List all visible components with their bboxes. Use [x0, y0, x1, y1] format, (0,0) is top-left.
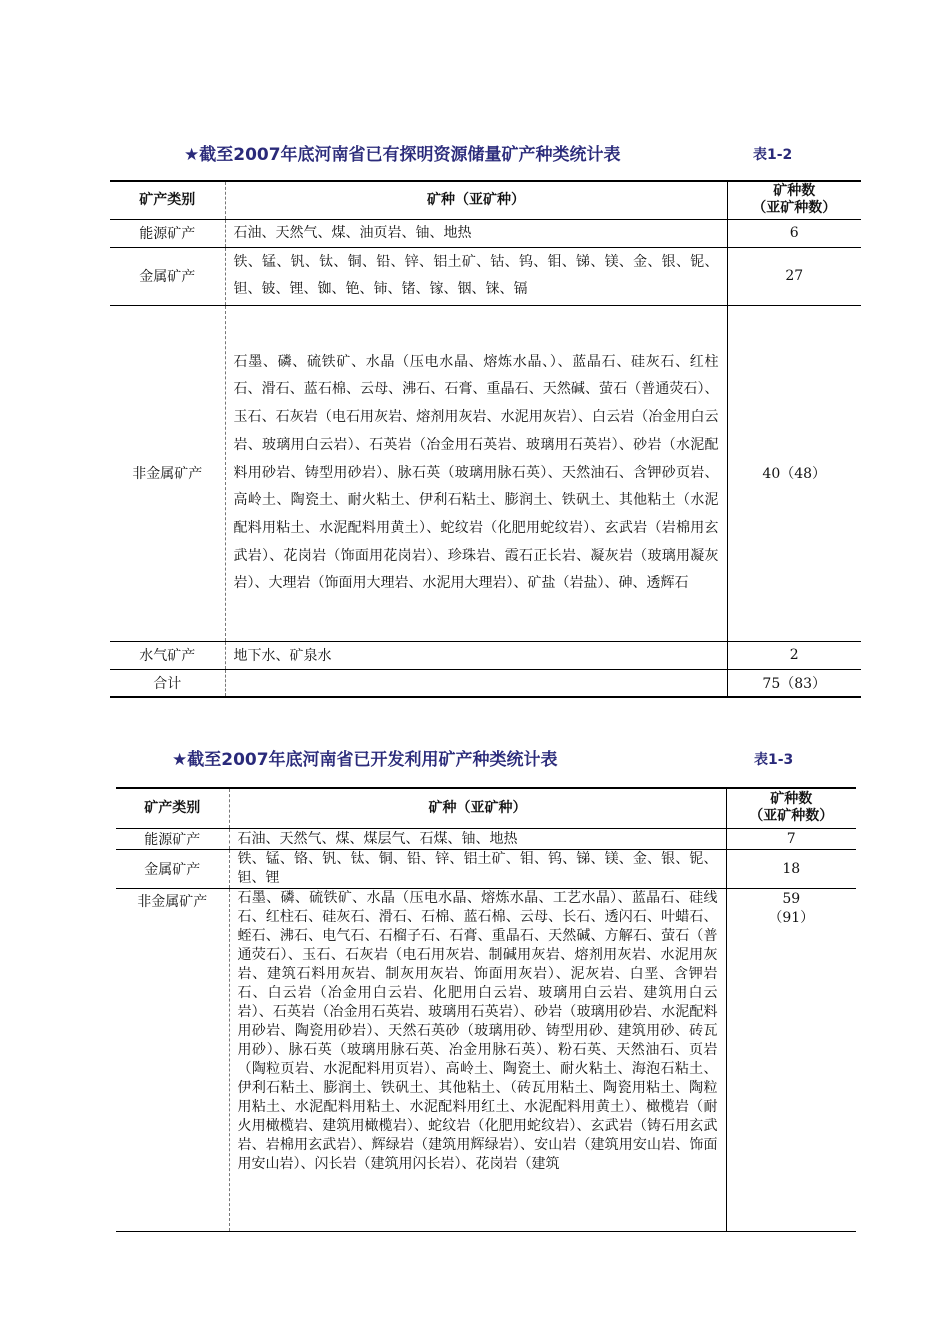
row-minerals: 石墨、磷、硫铁矿、水晶（压电水晶、熔炼水晶、）、蓝晶石、硅灰石、红柱石、滑石、蓝石棉、云母、沸石、石膏、重晶石、天然碱、萤石（普通荧石）、玉石、石灰岩（电石用灰岩、熔剂用灰岩、水泥用灰岩）、白云岩（冶金用白云岩、玻璃用白云岩）、石英岩（冶金用石英岩、玻璃用石英岩）、砂岩（水泥配料用砂岩、铸型用砂岩）、脉石英（玻璃用脉石英）、天然油石、含钾砂页岩、高岭土、陶瓷土、耐火粘土、伊利石粘土、膨润土、铁矾土、其他粘土（水泥配料用粘土、水泥配料用黄土）、蛇纹岩（化肥用蛇纹岩）、玄武岩（岩棉用玄武岩）、花岗岩（饰面用花岗岩）、珍珠岩、霞石正长岩、凝灰岩（玻璃用凝灰岩）、大理岩（饰面用大理岩、水泥用大理岩）、矿盐（岩盐）、砷、透辉石 — [225, 305, 727, 641]
table-row — [110, 247, 861, 305]
row-count: 2 — [727, 641, 861, 669]
table-row — [116, 888, 856, 1231]
header-minerals: 矿种（亚矿种） — [225, 181, 727, 219]
row-category: 非金属矿产 — [116, 888, 229, 1231]
row-category: 金属矿产 — [110, 247, 225, 305]
row-minerals: 石油、天然气、煤、煤层气、石煤、铀、地热 — [229, 828, 726, 849]
row-minerals: 铁、锰、钒、钛、铜、铅、锌、铝土矿、钴、钨、钼、锑、镁、金、银、铌、钽、铍、锂、铷、铯、铈、锗、镓、铟、铼、镉 — [225, 247, 727, 305]
header-category: 矿产类别 — [110, 181, 225, 219]
header-minerals: 矿种（亚矿种） — [229, 788, 726, 828]
table1-header-row — [110, 181, 861, 219]
table1-tag: 表1-2 — [753, 147, 793, 163]
table-row — [110, 219, 861, 247]
row-minerals: 铁、锰、铬、钒、钛、铜、铅、锌、铝土矿、钼、钨、锑、镁、金、银、铌、钽、锂 — [229, 849, 726, 888]
row-count-line2: （91） — [768, 909, 815, 926]
table1 — [110, 180, 861, 698]
header-count-line1: 矿种数 — [770, 791, 813, 808]
row-minerals: 地下水、矿泉水 — [225, 641, 727, 669]
table2-tag: 表1-3 — [754, 752, 794, 768]
table2-title-row — [110, 747, 860, 773]
row-category: 能源矿产 — [110, 219, 225, 247]
row-count: 6 — [727, 219, 861, 247]
row-category: 能源矿产 — [116, 828, 229, 849]
row-count-line1: 59 — [782, 890, 801, 907]
table-row — [116, 828, 856, 849]
table-row — [110, 641, 861, 669]
header-category: 矿产类别 — [116, 788, 229, 828]
row-count: 18 — [726, 849, 856, 888]
table-row — [110, 305, 861, 641]
row-count — [726, 888, 856, 1231]
table2-title: ★截至2007年底河南省已开发利用矿产种类统计表 — [172, 750, 558, 770]
header-count-line1: 矿种数 — [773, 183, 816, 200]
table2 — [116, 787, 856, 1232]
header-count-line2: （亚矿种数） — [752, 200, 837, 217]
table1-title: ★截至2007年底河南省已有探明资源储量矿产种类统计表 — [184, 145, 621, 165]
table-row — [116, 849, 856, 888]
header-count — [727, 181, 861, 219]
row-count: 7 — [726, 828, 856, 849]
row-count: 75（83） — [727, 669, 861, 697]
row-minerals-text: 石墨、磷、硫铁矿、水晶（压电水晶、熔炼水晶、工艺水晶）、蓝晶石、硅线石、红柱石、硅灰石、滑石、石棉、蓝石棉、云母、长石、透闪石、叶蜡石、蛭石、沸石、电气石、石榴子石、石膏、重晶石、天然碱、方解石、萤石（普通荧石）、玉石、石灰岩（电石用灰岩、制碱用灰岩、熔剂用灰岩、水泥用灰岩、建筑石料用灰岩、制灰用灰岩、饰面用灰岩）、泥灰岩、白垩、含钾岩石、白云岩（冶金用白云岩、化肥用白云岩、玻璃用白云岩、建筑用白云岩）、石英岩（冶金用石英岩、玻璃用石英岩）、砂岩（玻璃用砂岩、水泥配料用砂岩、陶瓷用砂岩）、天然石英砂（玻璃用砂、铸型用砂、建筑用砂、砖瓦用砂）、脉石英（玻璃用脉石英、冶金用脉石英）、粉石英、天然油石、页岩（陶粒页岩、水泥配料用页岩）、高岭土、陶瓷土、耐火粘土、海泡石粘土、伊利石粘土、膨润土、铁矾土、其他粘土、（砖瓦用粘土、陶瓷用粘土、陶粒用粘土、水泥配料用粘土、水泥配料用红土、水泥配料用黄土）、橄榄岩（耐火用橄榄岩、建筑用橄榄岩）、蛇纹岩（化肥用蛇纹岩）、玄武岩（铸石用玄武岩、岩棉用玄武岩）、辉绿岩（建筑用辉绿岩）、安山岩（建筑用安山岩、饰面用安山岩）、闪长岩（建筑用闪长岩）、花岗岩（建筑 — [237, 889, 718, 1172]
row-category: 水气矿产 — [110, 641, 225, 669]
table2-header-row — [116, 788, 856, 828]
row-count: 40（48） — [727, 305, 861, 641]
header-count — [726, 788, 856, 828]
header-count-line2: （亚矿种数） — [749, 808, 834, 825]
row-minerals: 石油、天然气、煤、油页岩、铀、地热 — [225, 219, 727, 247]
table-row-total — [110, 669, 861, 697]
row-category: 非金属矿产 — [110, 305, 225, 641]
row-category: 金属矿产 — [116, 849, 229, 888]
table1-title-row — [110, 142, 860, 168]
row-category: 合计 — [110, 669, 225, 697]
row-minerals — [225, 669, 727, 697]
row-minerals — [229, 888, 726, 1231]
row-count: 27 — [727, 247, 861, 305]
